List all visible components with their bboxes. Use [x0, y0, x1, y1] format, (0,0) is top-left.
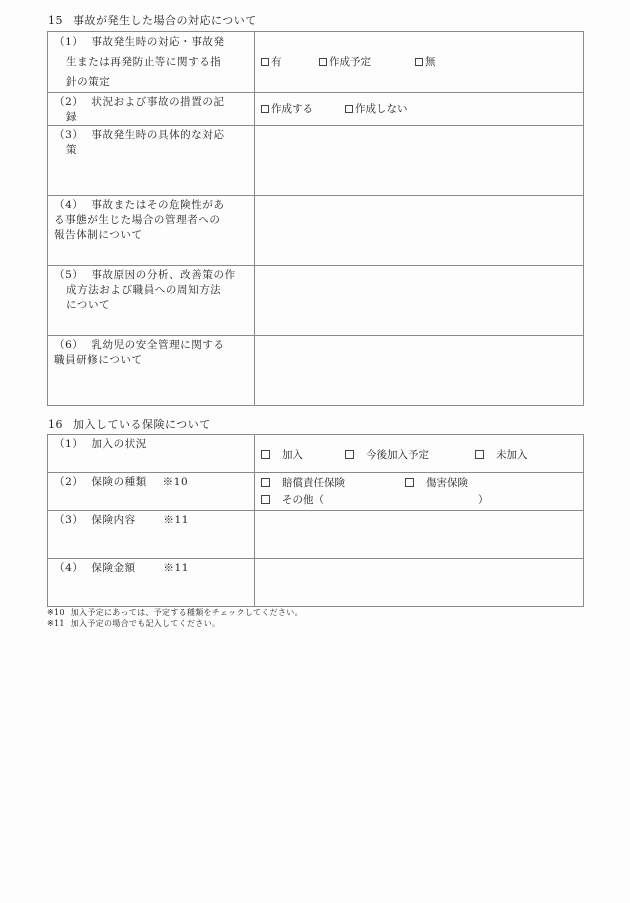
row-value [255, 435, 584, 473]
note-ref: ※11 [163, 562, 190, 574]
table-row-amount [48, 559, 584, 607]
table-row-coverage [48, 511, 584, 559]
option-not-enrolled[interactable]: 未加入 [475, 448, 528, 463]
row-label: （4） 保険金額 ※11 [48, 559, 255, 607]
row-value [255, 93, 584, 126]
row-label: （1） 加入の状況 [48, 435, 255, 473]
checkbox-icon[interactable] [261, 450, 270, 459]
option-other[interactable]: その他（ ） [261, 492, 489, 509]
note-ref: ※10 [162, 476, 189, 488]
section-16-title: 16 加入している保険について [48, 418, 211, 431]
checkbox-icon[interactable] [415, 58, 423, 66]
checkbox-icon[interactable] [319, 58, 327, 66]
checkbox-icon[interactable] [405, 478, 414, 487]
row-label: （1） 事故発生時の対応・事故発 生または再発防止等に関する指 針の策定 [48, 32, 255, 93]
option-accident[interactable]: 傷害保険 [405, 475, 468, 492]
row-value [255, 473, 584, 511]
table-row-insurance-type [48, 473, 584, 511]
table-row-cause-analysis [48, 266, 584, 336]
table-row-accident-policy [48, 32, 584, 93]
table-row-report-system [48, 196, 584, 266]
option-enrolled[interactable]: 加入 [261, 448, 345, 463]
checkbox-icon[interactable] [261, 495, 270, 504]
accident-response-table [47, 31, 584, 406]
row-label: （3） 保険内容 ※11 [48, 511, 255, 559]
option-create[interactable]: 作成する [261, 102, 345, 117]
option-plan-to-enroll[interactable]: 今後加入予定 [345, 448, 475, 463]
table-row-staff-training [48, 336, 584, 406]
section-15-title: 15 事故が発生した場合の対応について [48, 14, 257, 27]
table-row-record [48, 93, 584, 126]
checkbox-icon[interactable] [345, 450, 354, 459]
note-ref: ※11 [163, 514, 190, 526]
amount-field[interactable] [255, 559, 584, 607]
insurance-table [47, 434, 584, 607]
coverage-field[interactable] [255, 511, 584, 559]
option-liability[interactable]: 賠償責任保険 [261, 475, 405, 492]
option-yes[interactable]: 有 [261, 55, 319, 70]
checkbox-icon[interactable] [475, 450, 484, 459]
staff-training-field[interactable] [255, 336, 584, 406]
checkbox-icon[interactable] [261, 58, 269, 66]
checkbox-icon[interactable] [261, 105, 269, 113]
checkbox-icon[interactable] [261, 478, 270, 487]
specific-measures-field[interactable] [255, 126, 584, 196]
row-value [255, 32, 584, 93]
checkbox-icon[interactable] [345, 105, 353, 113]
option-planned[interactable]: 作成予定 [319, 55, 415, 70]
option-none[interactable]: 無 [415, 55, 436, 70]
option-not-create[interactable]: 作成しない [345, 102, 408, 117]
row-label: （3） 事故発生時の具体的な対応 策 [48, 126, 255, 196]
report-system-field[interactable] [255, 196, 584, 266]
row-label: （5） 事故原因の分析、改善策の作 成方法および職員への周知方法 について [48, 266, 255, 336]
footnote-11: ※11 加入予定の場合でも記入してください。 [47, 619, 221, 628]
row-label: （4） 事故またはその危険性があ る事態が生じた場合の管理者への 報告体制について [48, 196, 255, 266]
table-row-enrollment-status [48, 435, 584, 473]
row-label: （2） 状況および事故の措置の記 録 [48, 93, 255, 126]
row-label: （6） 乳幼児の安全管理に関する 職員研修について [48, 336, 255, 406]
table-row-specific-measures [48, 126, 584, 196]
cause-analysis-field[interactable] [255, 266, 584, 336]
footnote-10: ※10 加入予定にあっては、予定する種類をチェックしてください。 [47, 608, 303, 617]
row-label: （2） 保険の種類 ※10 [48, 473, 255, 511]
